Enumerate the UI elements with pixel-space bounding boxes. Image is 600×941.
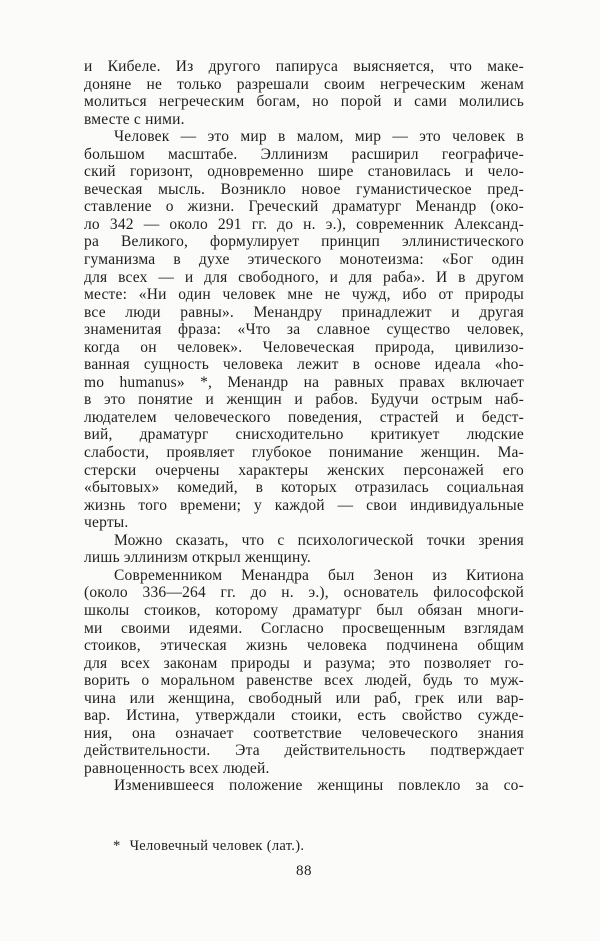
text-line: вместе с ними.: [84, 110, 185, 128]
text-line: лишь эллинизм открыл женщину.: [84, 549, 311, 567]
text-line: (около 336—264 гг. до н. э.), основатель философской: [84, 584, 524, 602]
text-line: гуманизма в духе этического монотеизма: «Бог один: [84, 251, 524, 269]
text-line: людателем человеческого поведения, страстей и бедст-: [84, 408, 524, 426]
text-line: вар. Истина, утверждали стоики, есть свойство сужде-: [84, 707, 524, 725]
text-line: ставление о жизни. Греческий драматург Менандр (око-: [84, 198, 524, 216]
text-line: стерски очерчены характеры женских персонажей его: [84, 461, 524, 479]
text-line: действительности. Эта действительность подтверждает: [84, 742, 524, 760]
text-line: в это понятие и женщин и рабов. Будучи острым наб-: [84, 391, 524, 409]
text-line: школы стоиков, которому драматург был обязан многи-: [84, 601, 524, 619]
text-line: Современником Менандра был Зенон из Китиона: [114, 566, 524, 584]
text-line: вий, драматург снисходительно критикует людские: [84, 426, 524, 444]
text-line: равноценность всех людей.: [84, 759, 270, 777]
text-line: чина или женщина, свободный или раб, грек или вар-: [84, 689, 524, 707]
text-line: ра Великого, формулирует принцип эллинистического: [84, 233, 524, 251]
text-line: стоиков, этическая жизнь человека подчинена общим: [84, 637, 524, 655]
footnote-text: Человечный человек (лат.).: [129, 838, 305, 854]
text-line: Можно сказать, что с психологической точки зрения: [114, 531, 524, 549]
text-line: слабости, проявляет глубокое понимание женщин. Ма-: [84, 444, 524, 462]
text-line: веческая мысль. Возникло новое гуманистическое пред-: [84, 180, 524, 198]
text-line: ванная сущность человека лежит в основе идеала «ho-: [84, 356, 524, 374]
text-line: «бытовых» комедий, в которых отразилась социальная: [84, 479, 524, 497]
page-text: [84, 58, 524, 795]
text-line: Изменившееся положение женщины повлекло за со-: [114, 777, 524, 795]
text-line: для всех — и для свободного, и для раба». И в другом: [84, 268, 524, 286]
text-line: для всех законам природы и разума; это позволяет го-: [84, 654, 524, 672]
text-line: ния, она означает соответствие человеческого знания: [84, 724, 524, 742]
text-line: mo humanus» *, Менандр на равных правах включает: [84, 373, 524, 391]
text-line: ло 342 — около 291 гг. до н. э.), современник Александ-: [84, 215, 524, 233]
text-line: когда он человек». Человеческая природа, цивилизо-: [84, 338, 524, 356]
text-line: ми своими идеями. Согласно просвещенным взглядам: [84, 619, 524, 637]
text-line: черты.: [84, 514, 129, 532]
text-line: молиться негреческим богам, но порой и сами молились: [84, 93, 524, 111]
text-line: доняне не только разрешали своим негреческим женам: [84, 75, 524, 93]
text-line: все люди равны». Менандру принадлежит и другая: [84, 303, 524, 321]
text-line: Человек — это мир в малом, мир — это человек в: [114, 128, 524, 146]
text-line: и Кибеле. Из другого папируса выясняется, что маке-: [84, 58, 524, 75]
text-line: большом масштабе. Эллинизм расширил географиче-: [84, 145, 524, 163]
text-line: месте: «Ни один человек мне не чужд, ибо от природы: [84, 286, 524, 304]
text-line: знаменитая фраза: «Что за славное существо человек,: [84, 321, 524, 339]
text-line: жизнь того времени; у каждой — свои индивидуальные: [84, 496, 524, 514]
footnote-marker: *: [113, 838, 121, 854]
page-number: 88: [296, 863, 312, 879]
footnote: [113, 838, 304, 855]
text-line: ворить о моральном равенстве всех людей, будь то муж-: [84, 672, 524, 690]
text-line: ский горизонт, одновременно шире становилась и чело-: [84, 163, 524, 181]
